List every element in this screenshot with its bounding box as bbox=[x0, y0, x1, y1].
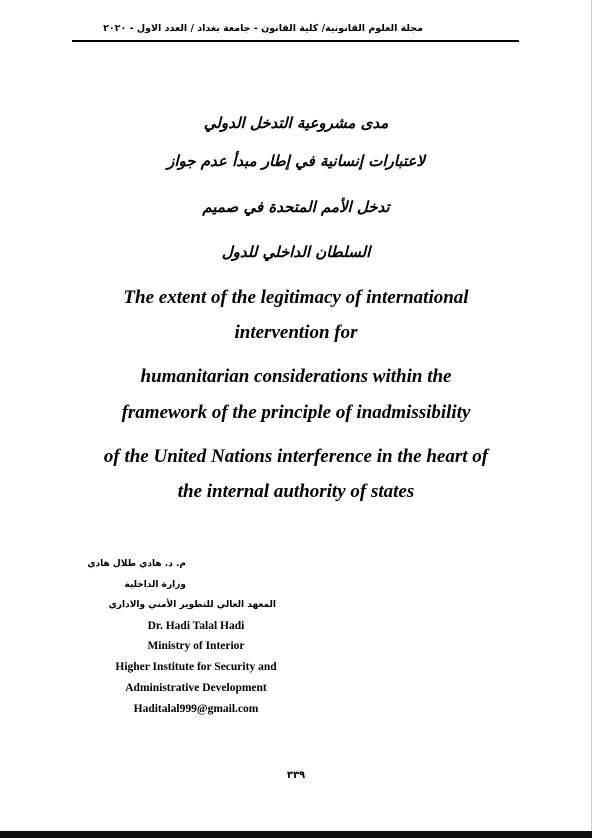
author-email[interactable]: Haditalal999@gmail.com bbox=[133, 703, 259, 715]
footer-bar bbox=[0, 831, 592, 838]
author-institute-arabic: المعهد العالي للتطوير الأمني والاداري bbox=[108, 600, 276, 610]
arabic-title-line-4: السلطان الداخلي للدول bbox=[221, 243, 371, 261]
author-ministry-arabic: وزارة الداخلية bbox=[124, 580, 186, 590]
english-title-line-6: the internal authority of states bbox=[177, 481, 415, 502]
arabic-title-line-3: تدخل الأمم المتحدة في صميم bbox=[202, 198, 390, 216]
english-title-line-1: The extent of the legitimacy of international bbox=[123, 287, 469, 308]
author-ministry-english: Ministry of Interior bbox=[147, 640, 245, 652]
page-number: ٣٣٩ bbox=[286, 770, 306, 781]
author-name-english: Dr. Hadi Talal Hadi bbox=[147, 620, 245, 632]
english-title-line-4: framework of the principle of inadmissibility bbox=[121, 402, 471, 423]
author-institute-english-line-1: Higher Institute for Security and bbox=[115, 661, 277, 673]
english-title-line-3: humanitarian considerations within the bbox=[140, 366, 452, 387]
author-institute-english-line-2: Administrative Development bbox=[125, 682, 267, 694]
running-head: مجلة العلوم القانونية/ كلية القانون - جامعة بغداد / العدد الاول - ٢٠٢٠ bbox=[103, 23, 423, 34]
author-name-arabic: م. د. هادي طلال هادي bbox=[87, 559, 186, 569]
english-title-line-5: of the United Nations interference in the heart of bbox=[103, 446, 489, 467]
header-rule bbox=[72, 40, 519, 42]
english-title-line-2: intervention for bbox=[234, 322, 358, 343]
arabic-title-line-1: مدى مشروعية التدخل الدولي bbox=[203, 114, 389, 132]
arabic-title-line-2: لاعتبارات إنسانية في إطار مبدأ عدم جواز bbox=[167, 152, 425, 170]
